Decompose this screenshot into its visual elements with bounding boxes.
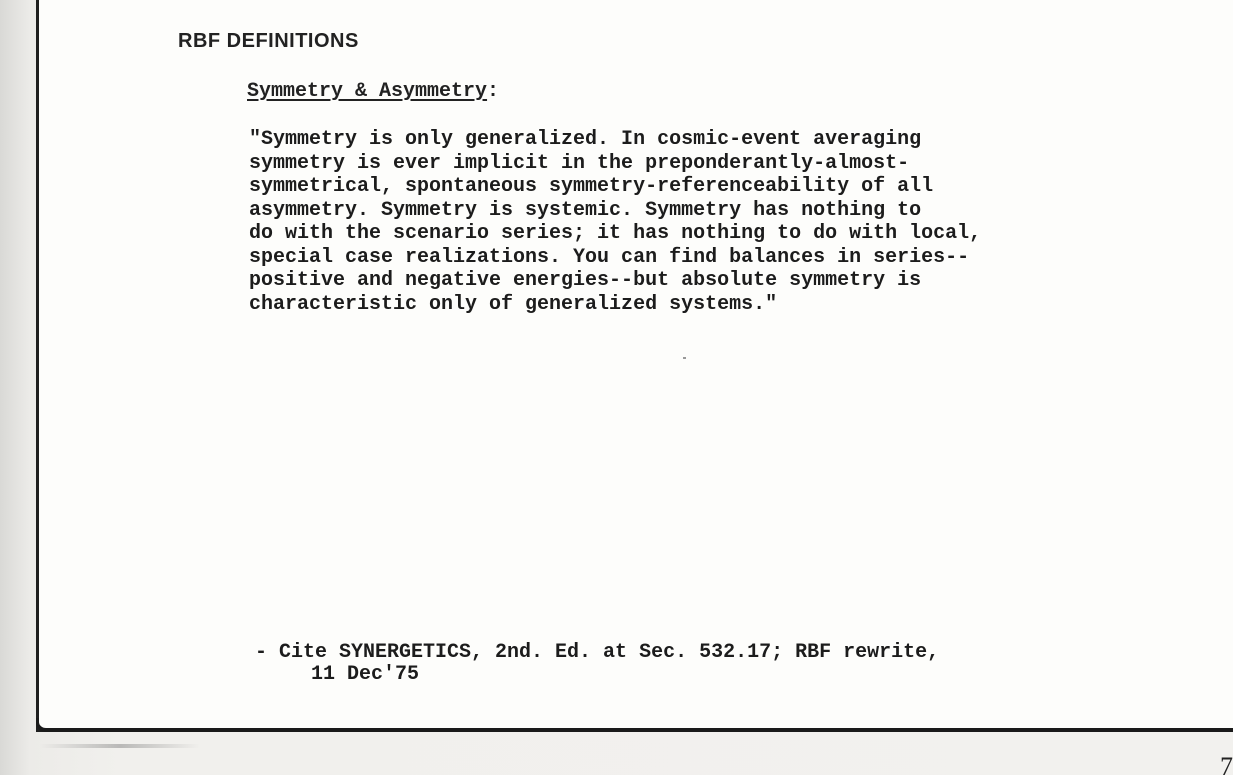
quote-line: special case realizations. You can find balances in series-- bbox=[249, 245, 970, 269]
scan-smudge bbox=[40, 744, 200, 748]
citation-line: - Cite SYNERGETICS, 2nd. Ed. at Sec. 532.17; RBF rewrite, bbox=[255, 641, 940, 664]
subheading-colon: : bbox=[487, 80, 500, 103]
definition-card bbox=[36, 0, 1233, 732]
citation bbox=[255, 642, 939, 686]
card-bottom-edge bbox=[36, 718, 1233, 732]
page-number: 7 bbox=[1220, 752, 1233, 775]
quote-line: "Symmetry is only generalized. In cosmic-event averaging bbox=[249, 128, 922, 151]
paper-speck bbox=[683, 357, 686, 359]
page-title: RBF DEFINITIONS bbox=[178, 30, 359, 52]
section-subheading bbox=[247, 80, 499, 103]
quote-line: symmetrical, spontaneous symmetry-referenceability of all bbox=[249, 175, 934, 198]
quote-line: positive and negative energies--but absolute symmetry is bbox=[249, 269, 922, 292]
quote-line: characteristic only of generalized systems." bbox=[249, 292, 778, 316]
citation-date: 11 Dec'75 bbox=[311, 663, 420, 686]
subheading-text: Symmetry & Asymmetry bbox=[247, 80, 488, 103]
quote-line: do with the scenario series; it has nothing to do with local, bbox=[249, 222, 982, 245]
quote-line: symmetry is ever implicit in the preponderantly-almost- bbox=[249, 151, 910, 175]
quote-line: asymmetry. Symmetry is systemic. Symmetry has nothing to bbox=[249, 198, 922, 222]
definition-quote bbox=[249, 128, 1149, 316]
